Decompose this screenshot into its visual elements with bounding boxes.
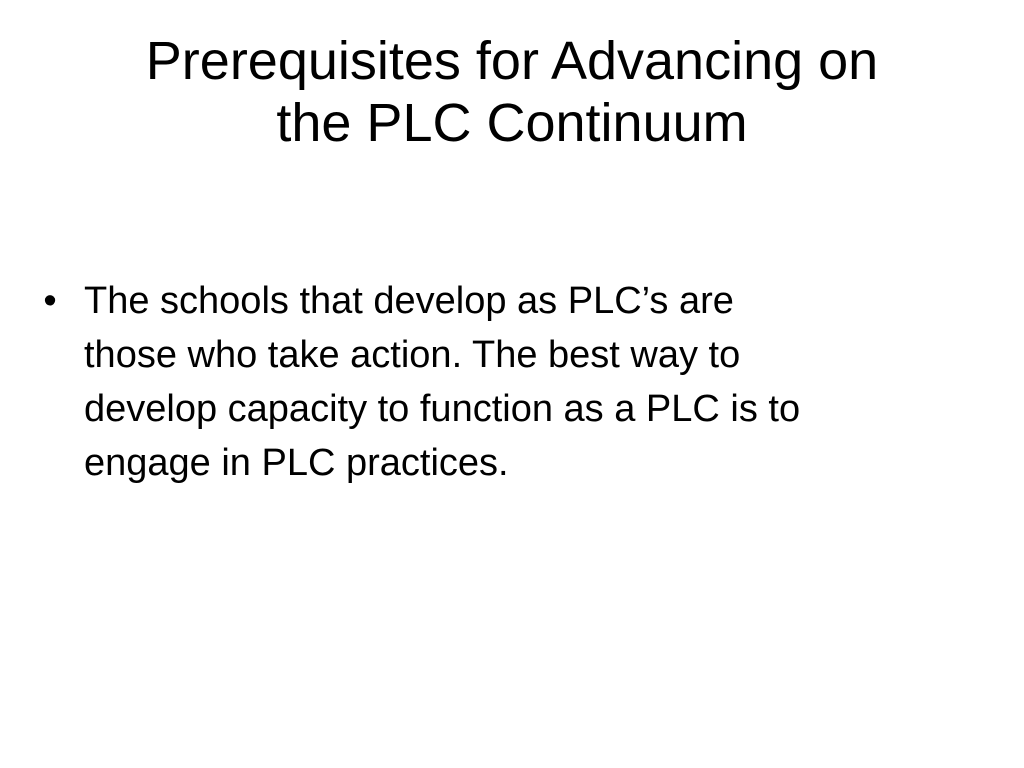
bullet-list [30,274,980,490]
bullet-text-line-2: those who take action. The best way to [84,334,741,376]
slide-title [40,30,984,154]
slide-title-line-1: Prerequisites for Advancing on [145,31,879,91]
slide-title-line-2: the PLC Continuum [276,93,748,153]
bullet-text-line-1: The schools that develop as PLC’s are [84,280,734,322]
bullet-item [30,274,980,490]
bullet-marker: • [43,280,57,322]
bullet-text-line-3: develop capacity to function as a PLC is to [84,388,801,430]
bullet-text-line-4: engage in PLC practices. [84,442,509,484]
